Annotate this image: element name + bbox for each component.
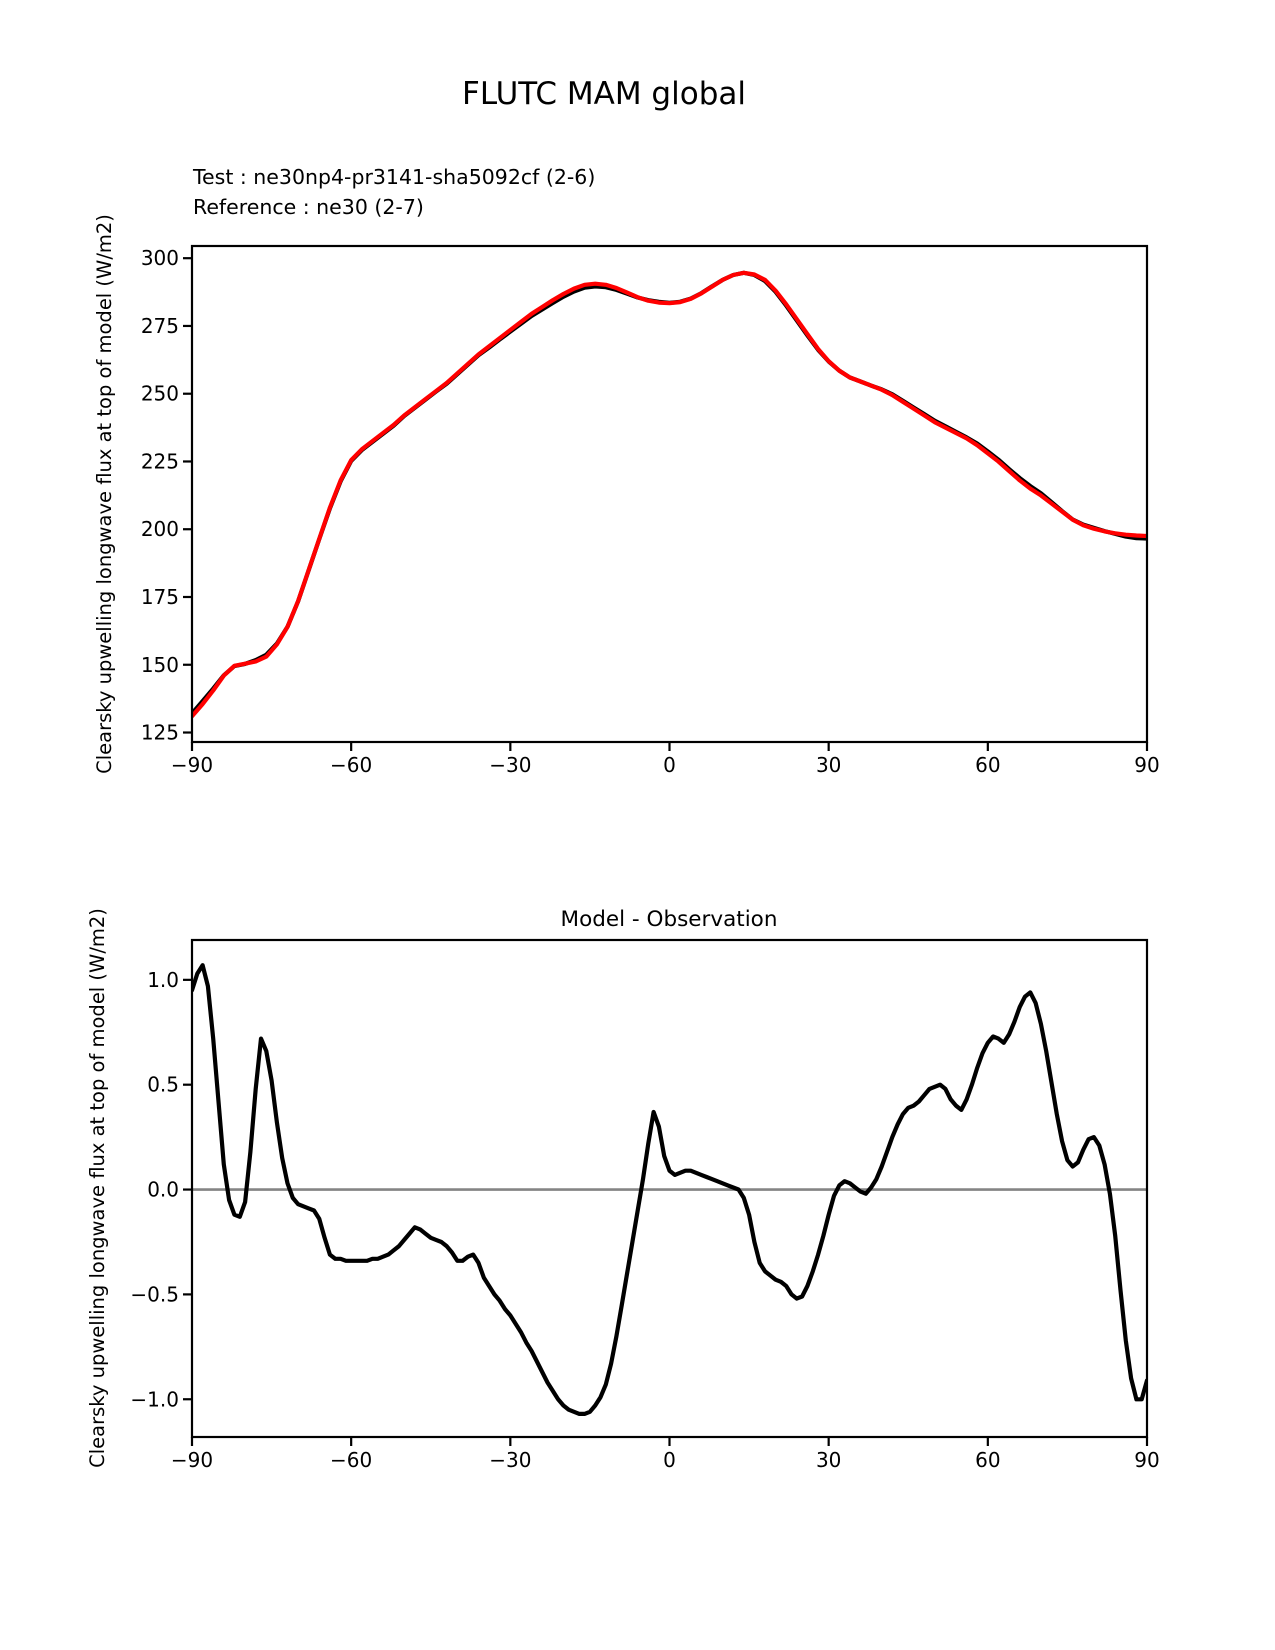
top-chart-x-tick-label: 30 bbox=[815, 753, 842, 777]
reference-curve bbox=[192, 273, 1147, 717]
top-chart-y-tick-label: 150 bbox=[140, 652, 179, 677]
figure-title: FLUTC MAM global bbox=[462, 76, 746, 112]
top-chart-x-tick-label: −90 bbox=[170, 753, 214, 777]
top-chart-y-tick-label: 225 bbox=[140, 449, 179, 474]
top-chart-x-tick-label: −60 bbox=[330, 753, 373, 777]
top-chart-plot-area bbox=[192, 273, 1147, 717]
bottom-chart-y-tick-label: 0.5 bbox=[147, 1072, 179, 1097]
bottom-y-axis-label: Clearsky upwelling longwave flux at top of model (W/m2) bbox=[86, 908, 109, 1468]
top-chart-x-tick-label: 0 bbox=[663, 753, 676, 777]
top-chart-y-tick-label: 275 bbox=[140, 313, 179, 338]
bottom-chart-x-tick-label: 60 bbox=[975, 1448, 1001, 1472]
top-chart-x-tick-label: 90 bbox=[1134, 753, 1160, 777]
bottom-chart-y-tick-label: 0.0 bbox=[147, 1177, 179, 1202]
bottom-chart-x-tick-label: −60 bbox=[330, 1448, 373, 1472]
top-y-axis-label: Clearsky upwelling longwave flux at top of model (W/m2) bbox=[93, 214, 116, 774]
top-chart-y-tick-label: 175 bbox=[140, 584, 179, 609]
bottom-chart-y-tick-label: −1.0 bbox=[130, 1387, 179, 1412]
bottom-chart-x-tick-label: 0 bbox=[663, 1448, 676, 1472]
top-chart-y-tick-label: 125 bbox=[140, 720, 179, 745]
bottom-chart-x-tick-label: 30 bbox=[815, 1448, 842, 1472]
bottom-chart-x-tick-label: 90 bbox=[1134, 1448, 1160, 1472]
legend-test-label: Test : ne30np4-pr3141-sha5092cf (2-6) bbox=[193, 165, 596, 189]
top-chart-x-tick-label: −30 bbox=[489, 753, 532, 777]
bottom-chart-y-tick-label: 1.0 bbox=[147, 967, 179, 992]
bottom-chart-title: Model - Observation bbox=[560, 907, 778, 932]
bottom-chart bbox=[130, 940, 1159, 1472]
top-chart-y-tick-label: 300 bbox=[140, 246, 179, 271]
top-chart-y-tick-label: 200 bbox=[140, 517, 179, 542]
top-chart-y-tick-label: 250 bbox=[140, 381, 179, 406]
top-chart bbox=[141, 246, 1160, 777]
bottom-chart-y-tick-label: −0.5 bbox=[130, 1282, 179, 1307]
legend-reference-label: Reference : ne30 (2-7) bbox=[193, 195, 424, 219]
top-chart-x-tick-label: 60 bbox=[975, 753, 1001, 777]
bottom-chart-x-tick-label: −30 bbox=[489, 1448, 532, 1472]
bottom-chart-x-tick-label: −90 bbox=[170, 1448, 214, 1472]
